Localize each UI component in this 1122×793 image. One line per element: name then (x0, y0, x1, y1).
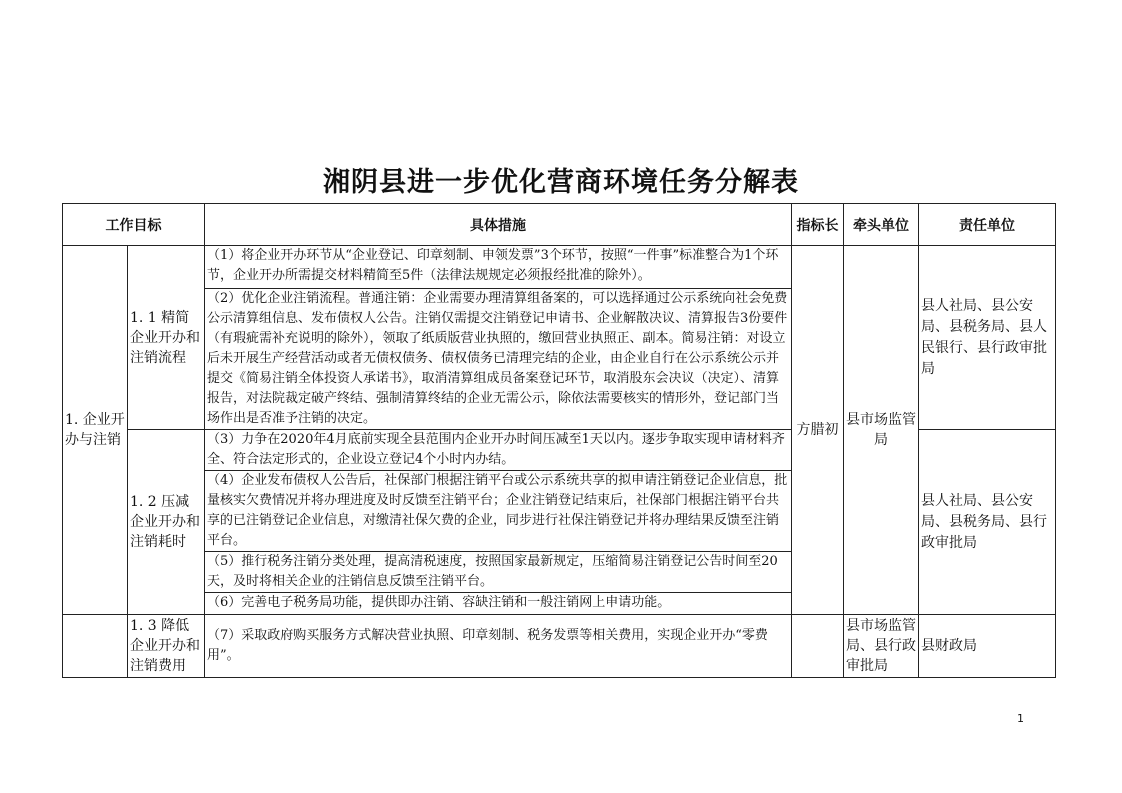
measure-cell: （3）力争在2020年4月底前实现全县范围内企业开办时间压减至1天以内。逐步争取实现申请材料齐全、符合法定形式的，企业设立登记4个小时内办结。 (205, 430, 792, 471)
table-header-row (63, 204, 1056, 246)
lead-unit-cell: 县市场监管局、县行政审批局 (844, 615, 919, 678)
measure-cell: （7）采取政府购买服务方式解决营业执照、印章刻制、税务发票等相关费用，实现企业开办“零费用”。 (205, 615, 792, 678)
indicator-lead-cell-empty (792, 615, 844, 678)
measure-cell: （2）优化企业注销流程。普通注销：企业需要办理清算组备案的，可以选择通过公示系统向社会免费公示清算组信息、发布债权人公告。注销仅需提交注销登记申请书、企业解散决议、清算报告3份要件（有瑕疵需补充说明的除外），领取了纸质版营业执照的，缴回营业执照正、副本。简易注销：对设立后未开展生产经营活动或者无债权债务、债权债务已清理完结的企业，由企业自行在公示系统公示并提交《简易注销全体投资人承诺书》，取消清算组成员备案登记环节，取消股东会决议（决定）、清算报告，对法院裁定破产终结、强制清算终结的企业无需公示，除依法需要核实的情形外，登记部门当场作出是否准予注销的决定。 (205, 289, 792, 430)
resp-unit-cell: 县人社局、县公安局、县税务局、县行政审批局 (919, 430, 1056, 615)
header-measure: 具体措施 (205, 204, 792, 246)
header-lead-unit: 牵头单位 (844, 204, 919, 246)
table-row (63, 246, 1056, 289)
task-table (62, 203, 1056, 678)
subgoal-cell: 1. 2 压减企业开办和注销耗时 (128, 430, 205, 615)
goal-cell: 1. 企业开办与注销 (63, 246, 128, 615)
header-goal: 工作目标 (63, 204, 205, 246)
resp-unit-cell: 县人社局、县公安局、县税务局、县人民银行、县行政审批局 (919, 246, 1056, 430)
lead-unit-cell: 县市场监管局 (844, 246, 919, 615)
subgoal-cell: 1. 1 精简企业开办和注销流程 (128, 246, 205, 430)
goal-cell-empty (63, 615, 128, 678)
header-indicator-lead: 指标长 (792, 204, 844, 246)
table-row (63, 615, 1056, 678)
page-title: 湘阴县进一步优化营商环境任务分解表 (323, 167, 799, 198)
page-number: 1 (1017, 712, 1024, 725)
header-resp-unit: 责任单位 (919, 204, 1056, 246)
measure-cell: （5）推行税务注销分类处理，提高清税速度，按照国家最新规定，压缩简易注销登记公告时间至20天，及时将相关企业的注销信息反馈至注销平台。 (205, 552, 792, 593)
measure-cell: （6）完善电子税务局功能，提供即办注销、容缺注销和一般注销网上申请功能。 (205, 593, 792, 615)
subgoal-cell: 1. 3 降低企业开办和注销费用 (128, 615, 205, 678)
measure-cell: （4）企业发布债权人公告后，社保部门根据注销平台或公示系统共享的拟申请注销登记企业信息，批量核实欠费情况并将办理进度及时反馈至注销平台；企业注销登记结束后，社保部门根据注销平台共享的已注销登记企业信息，对缴清社保欠费的企业，同步进行社保注销登记并将办理结果反馈至注销平台。 (205, 471, 792, 552)
measure-cell: （1）将企业开办环节从“企业登记、印章刻制、申领发票”3个环节，按照“一件事”标准整合为1个环节，企业开办所需提交材料精简至5件（法律法规规定必须报经批准的除外）。 (205, 246, 792, 289)
indicator-lead-cell: 方腊初 (792, 246, 844, 615)
resp-unit-cell: 县财政局 (919, 615, 1056, 678)
